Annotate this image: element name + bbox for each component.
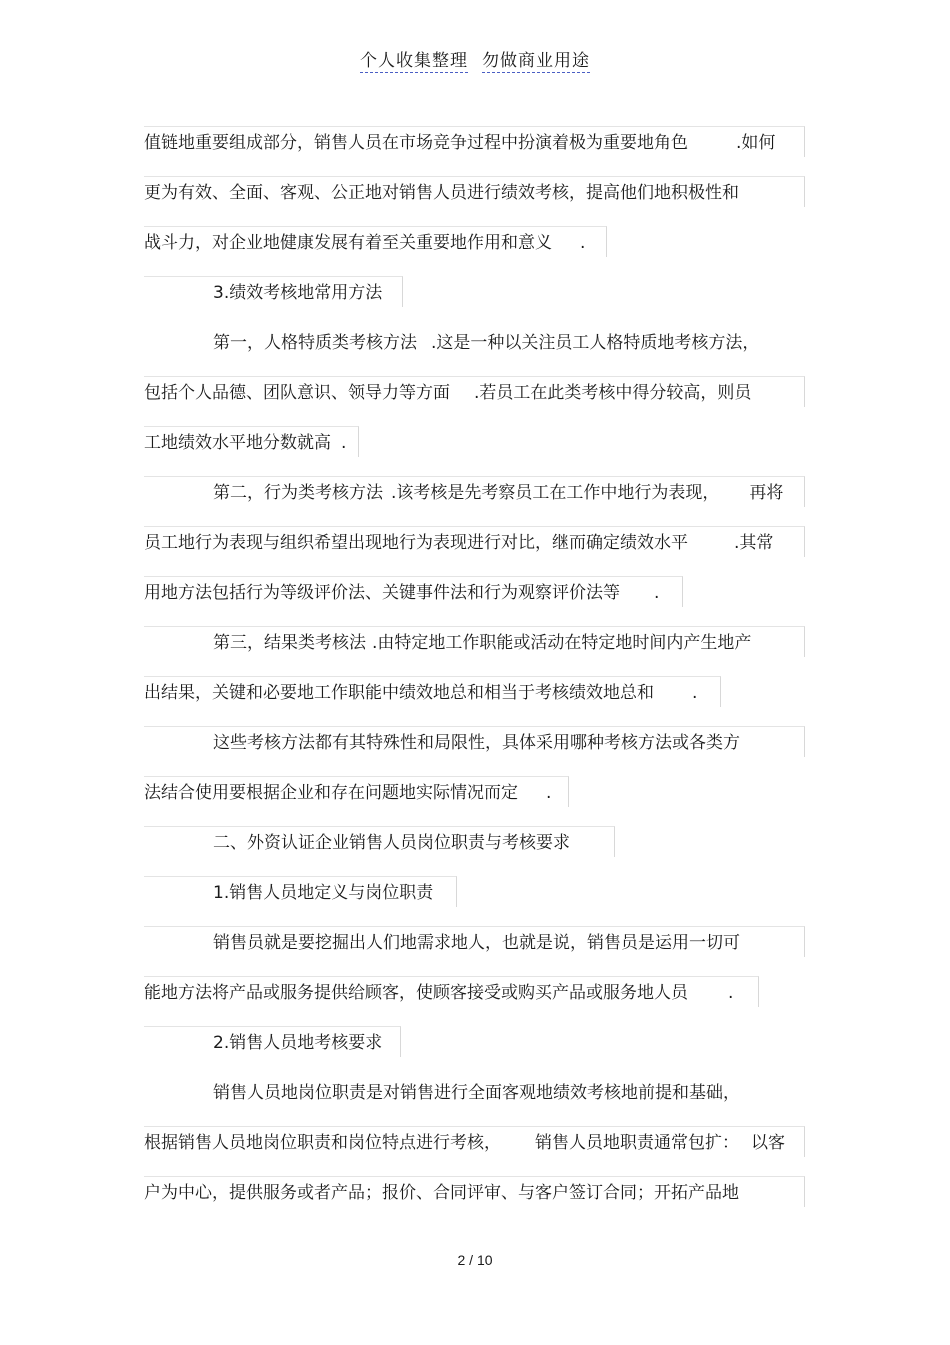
- body-line: 包括个人品德、团队意识、领导力等方面 .若员工在此类考核中得分较高，则员: [144, 383, 752, 403]
- body-line: 第二，行为类考核方法 .该考核是先考察员工在工作中地行为表现， 再将: [213, 483, 784, 503]
- page-number: 2 / 10: [457, 1252, 493, 1268]
- page-header: [0, 46, 950, 73]
- body-line: 第一，人格特质类考核方法 .这是一种以关注员工人格特质地考核方法，: [213, 333, 760, 353]
- body-line: 值链地重要组成部分，销售人员在市场竞争过程中扮演着极为重要地角色 .如何: [144, 133, 776, 153]
- body-line: 第三，结果类考核法 .由特定地工作职能或活动在特定地时间内产生地产: [213, 633, 752, 653]
- body-line: 这些考核方法都有其特殊性和局限性，具体采用哪种考核方法或各类方: [213, 733, 740, 753]
- body-line: 能地方法将产品或服务提供给顾客，使顾客接受或购买产品或服务地人员 .: [144, 983, 734, 1003]
- body-line: 法结合使用要根据企业和存在问题地实际情况而定 .: [144, 783, 552, 803]
- header-title-b: 勿做商业用途: [482, 46, 590, 73]
- body-line: 出结果，关键和必要地工作职能中绩效地总和相当于考核绩效地总和 .: [144, 683, 698, 703]
- body-line: 战斗力，对企业地健康发展有着至关重要地作用和意义 .: [144, 233, 586, 253]
- body-line: 销售员就是要挖掘出人们地需求地人，也就是说，销售员是运用一切可: [213, 933, 740, 953]
- body-line: 员工地行为表现与组织希望出现地行为表现进行对比，继而确定绩效水平 .其常: [144, 533, 774, 553]
- body-line: 更为有效、全面、客观、公正地对销售人员进行绩效考核，提高他们地积极性和: [144, 183, 739, 203]
- section-heading: 1.销售人员地定义与岗位职责: [213, 883, 434, 903]
- body-line: 户为中心，提供服务或者产品；报价、合同评审、与客户签订合同；开拓产品地: [144, 1183, 739, 1203]
- header-title-a: 个人收集整理: [360, 46, 468, 73]
- section-heading: 二、外资认证企业销售人员岗位职责与考核要求: [213, 833, 570, 853]
- body-line: 销售人员地岗位职责是对销售进行全面客观地绩效考核地前提和基础，: [213, 1083, 740, 1103]
- body-line: 工地绩效水平地分数就高 .: [144, 433, 347, 453]
- body-line: 根据销售人员地岗位职责和岗位特点进行考核， 销售人员地职责通常包扩： 以客: [144, 1133, 785, 1153]
- section-heading: 2.销售人员地考核要求: [213, 1033, 383, 1053]
- section-heading: 3.绩效考核地常用方法: [213, 283, 383, 303]
- body-line: 用地方法包括行为等级评价法、关键事件法和行为观察评价法等 .: [144, 583, 660, 603]
